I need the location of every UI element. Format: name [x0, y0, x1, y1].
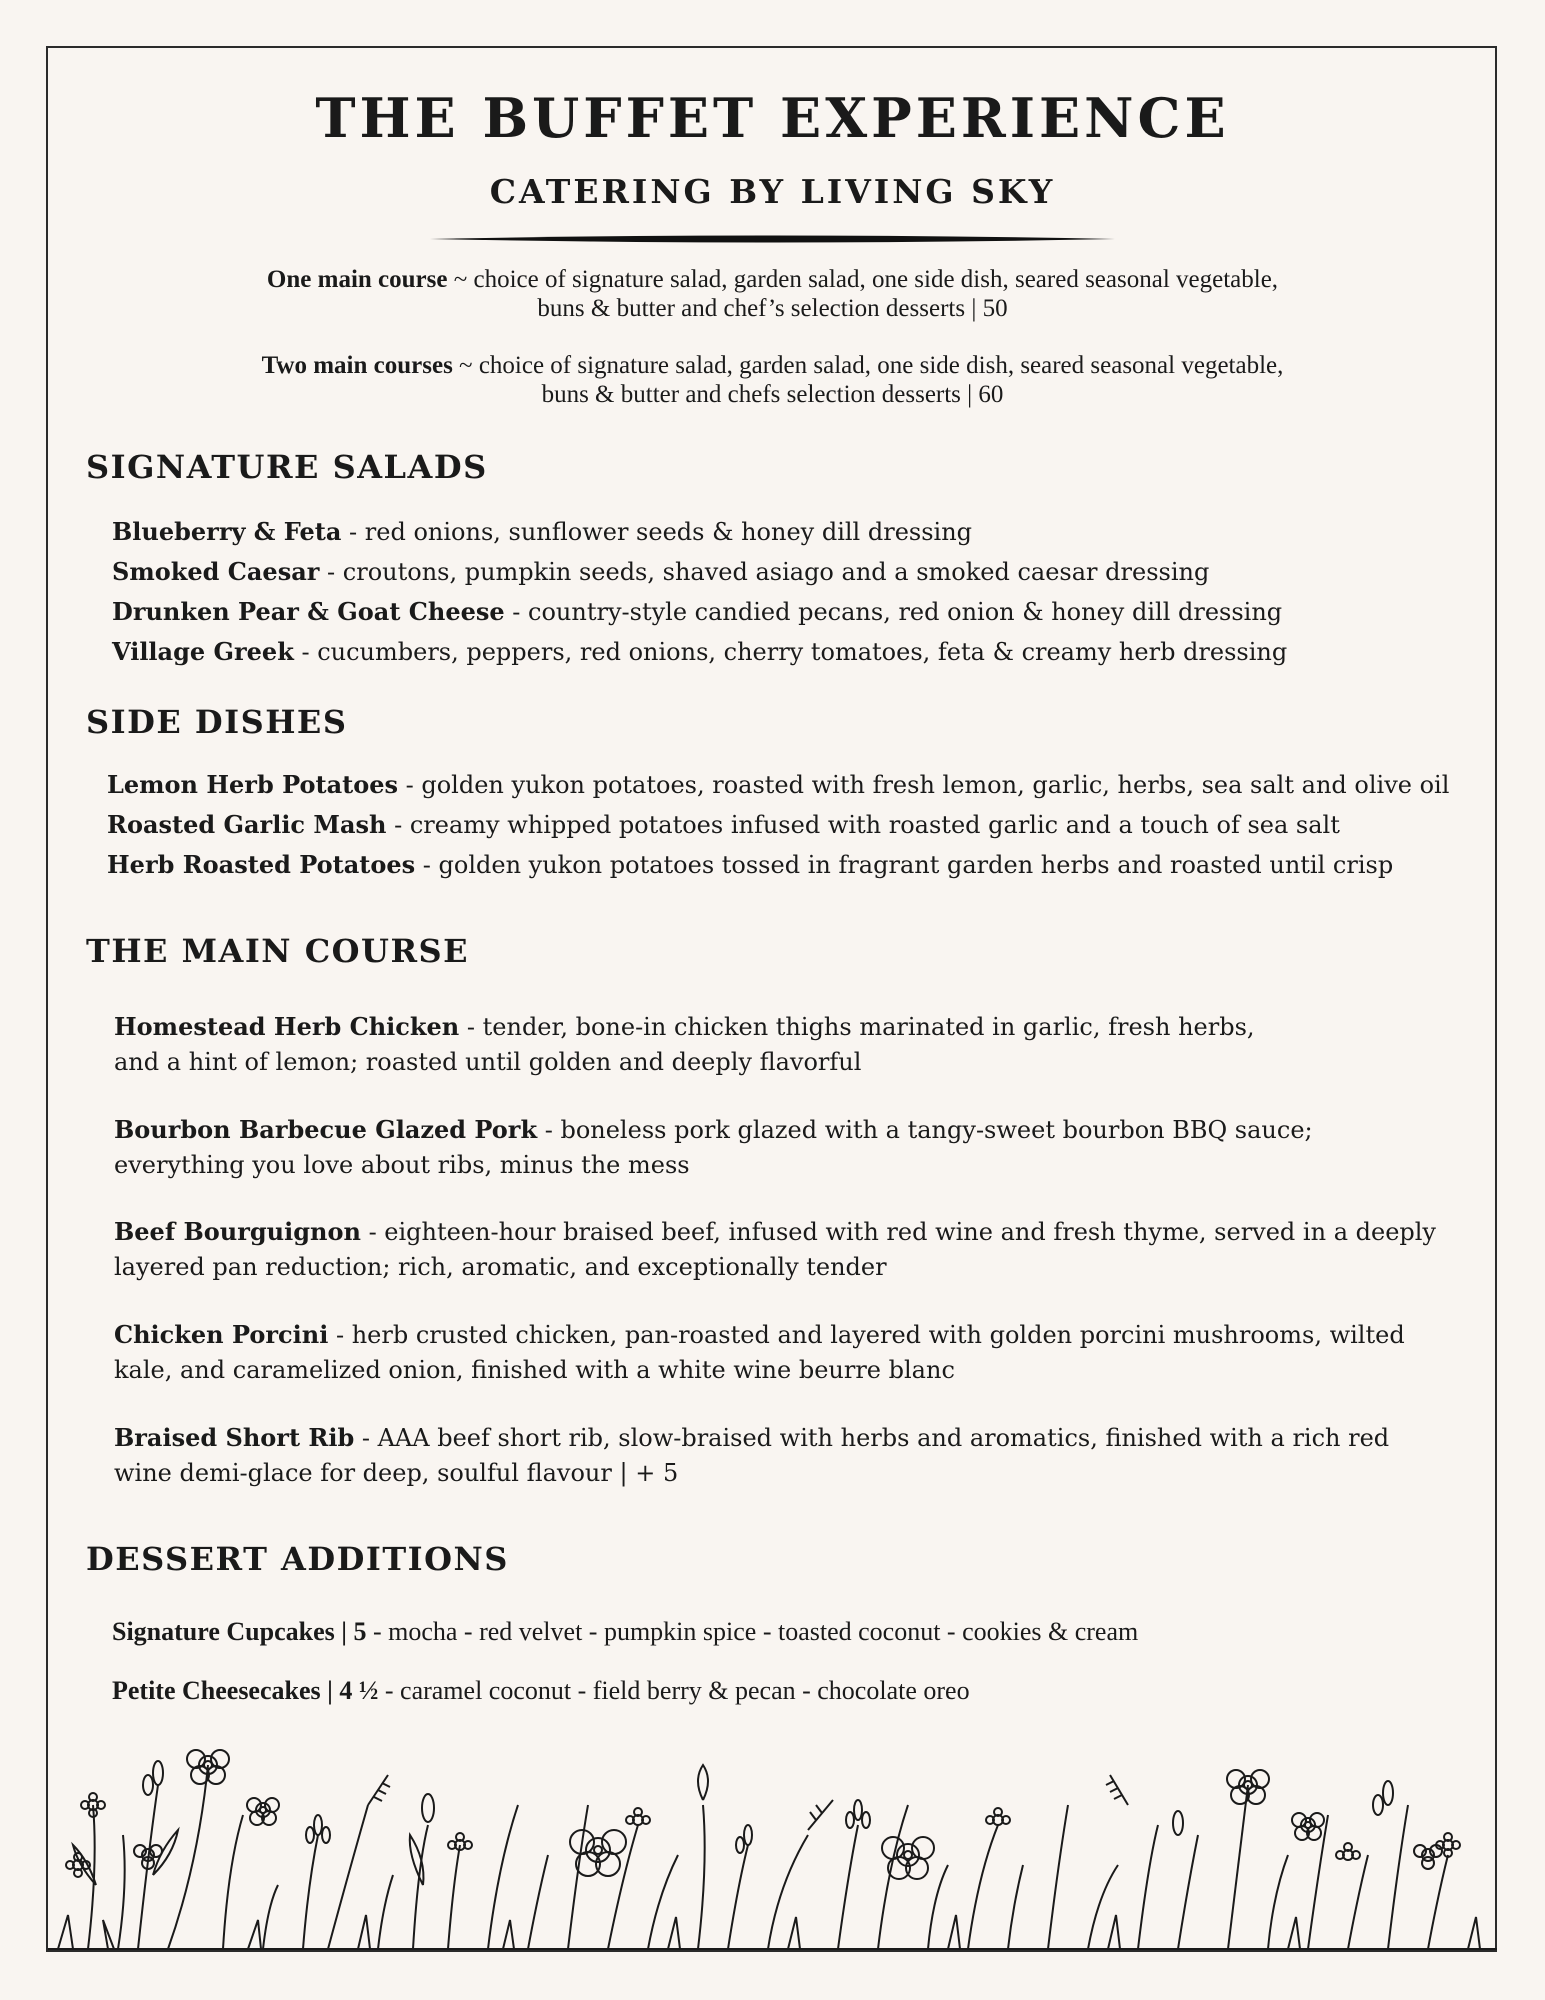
salad-item: Village Greek - cucumbers, peppers, red onions, cherry tomatoes, feta & creamy herb dressing: [112, 637, 1288, 666]
package-desc-line1: ~ choice of signature salad, garden salad, one side dish, seared seasonal vegetable,: [447, 266, 1279, 293]
section-heading-desserts: DESSERT ADDITIONS: [86, 1540, 509, 1578]
salad-item: Blueberry & Feta - red onions, sunflower seeds & honey dill dressing: [112, 517, 973, 546]
side-item: Lemon Herb Potatoes - golden yukon potatoes, roasted with fresh lemon, garlic, herbs, sea salt and olive oil: [107, 770, 1450, 799]
menu-subtitle: CATERING BY LIVING SKY: [489, 172, 1056, 211]
main-item: Beef Bourguignon - eighteen-hour braised beef, infused with red wine and fresh thyme, served in a deeply layered pan reduction; rich, aromatic, and exceptionally tender: [114, 1217, 1436, 1281]
salad-item: Drunken Pear & Goat Cheese - country-style candied pecans, red onion & honey dill dressing: [112, 597, 1283, 626]
main-item: Homestead Herb Chicken - tender, bone-in chicken thighs marinated in garlic, fresh herbs, and a hint of lemon; roasted until golden and deeply flavorful: [114, 1012, 1255, 1076]
package-desc-line2: buns & butter and chefs selection desserts | 60: [541, 381, 1004, 408]
dessert-item: Signature Cupcakes | 5 - mocha - red velvet - pumpkin spice - toasted coconut - cookies & cream: [112, 1617, 1139, 1646]
package-two-mains: [0, 351, 1545, 409]
floral-border-illustration: [48, 1745, 1497, 1950]
section-heading-salads: SIGNATURE SALADS: [86, 448, 488, 486]
title-divider: [430, 232, 1115, 246]
page-border: [46, 46, 1497, 1952]
side-item: Roasted Garlic Mash - creamy whipped potatoes infused with roasted garlic and a touch of sea salt: [107, 810, 1340, 839]
package-name: Two main courses: [261, 352, 453, 379]
menu-title: THE BUFFET EXPERIENCE: [315, 86, 1230, 150]
section-heading-main-course: THE MAIN COURSE: [86, 932, 470, 970]
package-desc-line1: ~ choice of signature salad, garden salad, one side dish, seared seasonal vegetable,: [452, 352, 1284, 379]
main-item: Bourbon Barbecue Glazed Pork - boneless pork glazed with a tangy-sweet bourbon BBQ sauce; everything you love about ribs, minus the mess: [114, 1115, 1313, 1179]
salad-item: Smoked Caesar - croutons, pumpkin seeds, shaved asiago and a smoked caesar dressing: [112, 557, 1210, 586]
package-name: One main course: [266, 266, 448, 293]
section-heading-sides: SIDE DISHES: [86, 703, 348, 741]
side-item: Herb Roasted Potatoes - golden yukon potatoes tossed in fragrant garden herbs and roasted until crisp: [107, 850, 1394, 879]
package-desc-line2: buns & butter and chef’s selection desserts | 50: [537, 295, 1008, 322]
package-one-main: [0, 265, 1545, 323]
main-item: Chicken Porcini - herb crusted chicken, pan-roasted and layered with golden porcini mushrooms, wilted kale, and caramelized onion, finished with a white wine beurre blanc: [114, 1320, 1405, 1384]
dessert-item: Petite Cheesecakes | 4 ½ - caramel coconut - field berry & pecan - chocolate oreo: [112, 1676, 970, 1705]
main-item: Braised Short Rib - AAA beef short rib, slow-braised with herbs and aromatics, finished with a rich red wine demi-glace for deep, soulful flavour | + 5: [114, 1423, 1390, 1487]
